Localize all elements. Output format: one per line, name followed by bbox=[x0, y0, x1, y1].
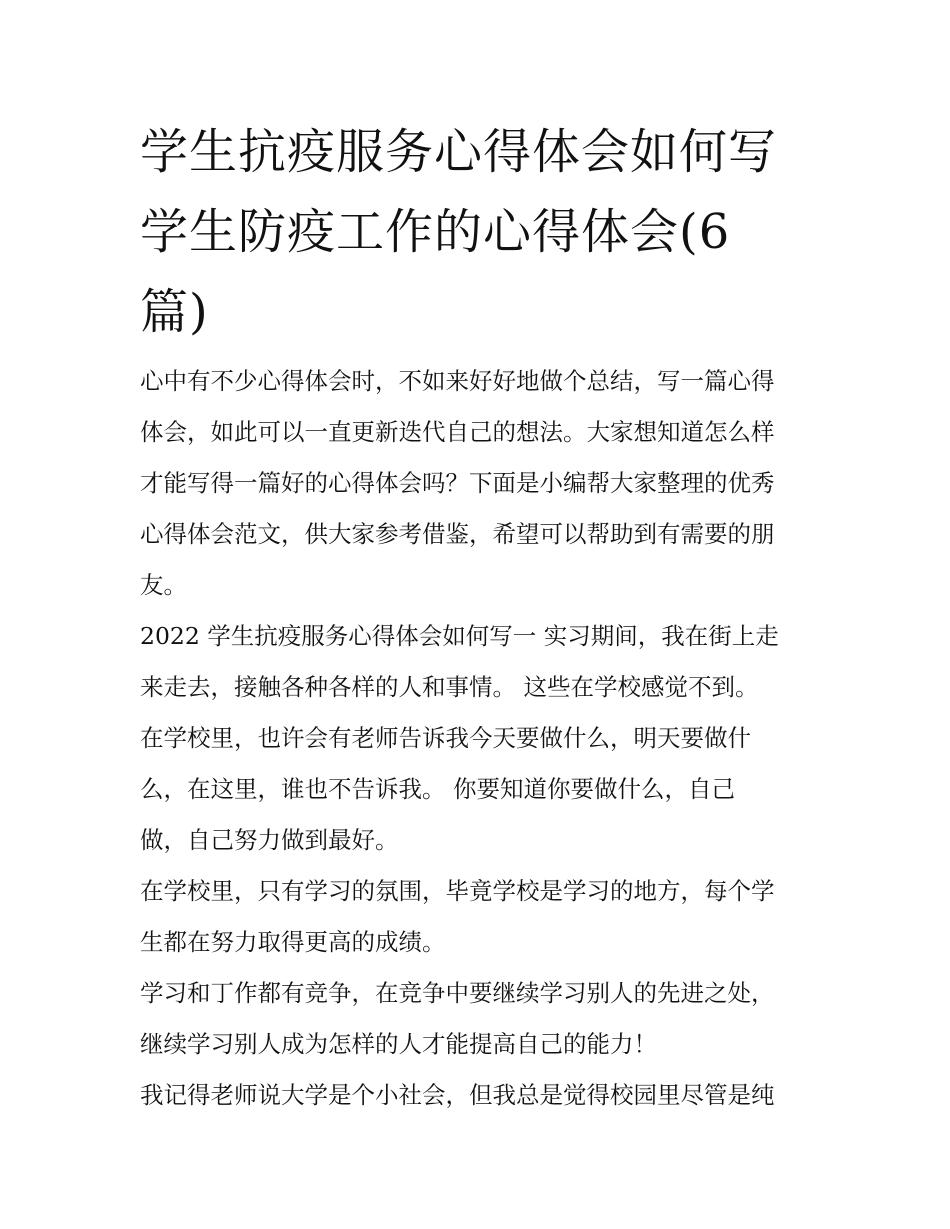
text-line: 生都在努力取得更高的成绩。 bbox=[140, 928, 446, 956]
text-line: 才能写得一篇好的心得体会吗？下面是小编帮大家整理的优秀 bbox=[140, 469, 775, 497]
title-line: 学生抗疫服务心得体会如何写 bbox=[140, 124, 778, 180]
text-line: 心中有不少心得体会时，不如来好好地做个总结，写一篇心得 bbox=[140, 367, 775, 395]
document-title bbox=[140, 112, 820, 352]
text-line: 体会，如此可以一直更新迭代自己的想法。大家想知道怎么样 bbox=[140, 418, 775, 446]
intro-paragraph bbox=[140, 356, 820, 611]
text-line: 继续学习别人成为怎样的人才能提高自己的能力！ bbox=[140, 1030, 657, 1058]
title-line: 篇) bbox=[140, 284, 209, 340]
text-line: 我记得老师说大学是个小社会，但我总是觉得校园里尽管是纯 bbox=[140, 1081, 775, 1109]
title-line: 学生防疫工作的心得体会(6 bbox=[140, 204, 731, 260]
text-line: 来走去，接触各种各样的人和事情。 这些在学校感觉不到。 bbox=[140, 673, 759, 701]
text-line: 友。 bbox=[140, 571, 187, 599]
document-body bbox=[140, 356, 820, 1121]
body-paragraph bbox=[140, 866, 820, 968]
text-line: 心得体会范文，供大家参考借鉴，希望可以帮助到有需要的朋 bbox=[140, 520, 775, 548]
text-line: 在学校里，也许会有老师告诉我今天要做什么，明天要做什 bbox=[140, 724, 751, 752]
body-paragraph bbox=[140, 611, 820, 866]
body-paragraph bbox=[140, 968, 820, 1070]
text-line: 在学校里，只有学习的氛围，毕竟学校是学习的地方，每个学 bbox=[140, 877, 775, 905]
text-line: 么，在这里，谁也不告诉我。 你要知道你要做什么，自己 bbox=[140, 775, 735, 803]
body-paragraph bbox=[140, 1070, 820, 1121]
text-line: 做，自己努力做到最好。 bbox=[140, 826, 399, 854]
text-line: 学习和丁作都有竞争，在竞争中要继续学习别人的先进之处， bbox=[140, 979, 775, 1007]
text-line: 2022 学生抗疫服务心得体会如何写一 实习期间，我在街上走 bbox=[140, 622, 779, 650]
